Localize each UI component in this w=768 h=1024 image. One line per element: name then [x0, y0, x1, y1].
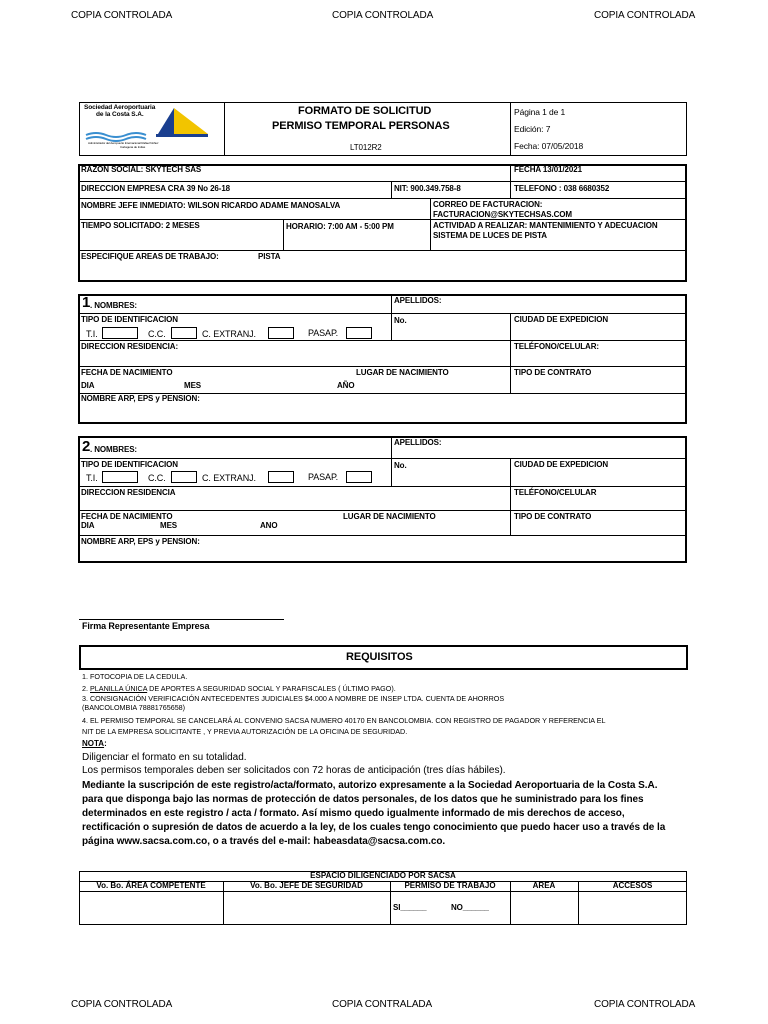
logo-line2: de la Costa S.A. — [96, 111, 144, 118]
person-2-apellidos: APELLIDOS: — [394, 438, 442, 447]
person-2-telefono: TELÉFONO/CELULAR — [514, 488, 597, 497]
req-3a: 3. CONSIGNACIÓN VERIFICACIÓN ANTECEDENTES JUDICIALES $4.000 A NOMBRE DE INSEP LTDA. CUENTA DE AHORROS — [82, 694, 505, 703]
requisitos-title: REQUISITOS — [346, 651, 413, 663]
person-2-cc-label: C.C. — [148, 473, 166, 483]
req-2-underline: PLANILLA ÚNICA — [90, 684, 148, 693]
person-1-no: No. — [394, 316, 407, 325]
permiso-si: SI______ — [393, 903, 427, 912]
req-1: 1. FOTOCOPIA DE LA CEDULA. — [82, 672, 188, 681]
correo-label: CORREO DE FACTURACION: — [433, 200, 543, 209]
person-1-nombres: . NOMBRES: — [90, 301, 138, 310]
habeas-p1: Mediante la suscripción de este registro/acta/formato, autorizo expresamente a la Sociedad Aeroportuaria de la Costa S.A. — [82, 780, 658, 791]
person-2-direccion: DIRECCION RESIDENCIA — [81, 488, 176, 497]
person-1-ano: AÑO — [337, 381, 355, 390]
doc-title-1: FORMATO DE SOLICITUD — [298, 105, 432, 117]
person-2-cc-checkbox[interactable] — [171, 471, 197, 483]
person-2-tipo-id: TIPO DE IDENTIFICACION — [81, 460, 178, 469]
doc-code: LT012R2 — [350, 143, 382, 152]
col-area-competente: Vo. Bo. ÁREA COMPETENTE — [96, 881, 206, 890]
person-1-lugar-nac: LUGAR DE NACIMIENTO — [356, 368, 449, 377]
person-2-lugar-nac: LUGAR DE NACIMIENTO — [343, 512, 436, 521]
header-copia-center: COPIA CONTROLADA — [332, 10, 434, 21]
doc-edition: Edición: 7 — [514, 124, 551, 134]
req-2: 2. PLANILLA ÚNICA DE APORTES A SEGURIDAD SOCIAL Y PARAFISCALES ( ÚLTIMO PAGO). — [82, 684, 396, 693]
person-1-ti-label: T.I. — [86, 329, 98, 339]
doc-page: Página 1 de 1 — [514, 107, 566, 117]
sacsa-logo — [82, 104, 222, 152]
logo-sub1: Administrador del Aeropuerto Internacional Rafael Núñez — [88, 141, 159, 145]
habeas-p4: rectificación o supresión de datos de acuerdo a la ley, de los cuales tengo conocimiento que puedo hacer uso a través de la — [82, 822, 666, 833]
header-copia-right: COPIA CONTROLADA — [594, 10, 696, 21]
areas-trabajo-label: ESPECIFIQUE AREAS DE TRABAJO: — [81, 252, 219, 261]
footer-copia-center: COPIA CONTRALADA — [332, 999, 433, 1010]
person-2-no: No. — [394, 461, 407, 470]
firma-label: Firma Representante Empresa — [82, 621, 210, 631]
sacsa-title: ESPACIO DILIGENCIADO POR SACSA — [310, 871, 456, 880]
header-copia-left: COPIA CONTROLADA — [71, 10, 173, 21]
person-2-dia: DIA — [81, 521, 95, 530]
fecha-solicitud: FECHA 13/01/2021 — [514, 165, 582, 174]
permiso-no: NO______ — [451, 903, 489, 912]
horario: HORARIO: 7:00 AM - 5:00 PM — [286, 222, 394, 231]
person-2-ti-checkbox[interactable] — [102, 471, 138, 483]
person-1-ciudad: CIUDAD DE EXPEDICION — [514, 315, 609, 324]
person-1-number: 1 — [82, 294, 91, 311]
person-2-mes: MES — [160, 521, 178, 530]
person-2-ti-label: T.I. — [86, 473, 98, 483]
person-1-direccion: DIRECCION RESIDENCIA: — [81, 342, 179, 351]
person-1-cc-checkbox[interactable] — [171, 327, 197, 339]
col-accesos: ACCESOS — [612, 881, 653, 890]
logo-sub2: Cartagena de Indias — [120, 145, 146, 149]
req-4b: NIT DE LA EMPRESA SOLICITANTE , Y PREVIA AUTORIZACIÓN DE LA OFICINA DE SEGURIDAD. — [82, 727, 408, 736]
person-1-tipo-id: TIPO DE IDENTIFICACION — [81, 315, 178, 324]
person-1-apellidos: APELLIDOS: — [394, 296, 442, 305]
habeas-p3: determinados en este registro / acta / formato. Así mismo quedo igualmente informado de mis derechos de acceso, — [82, 808, 625, 819]
person-2-contrato: TIPO DE CONTRATO — [514, 512, 592, 521]
person-2-pasap-checkbox[interactable] — [346, 471, 372, 483]
firma-line — [79, 619, 284, 620]
person-1-telefono: TELÉFONO/CELULAR: — [514, 342, 599, 351]
person-1-cext-checkbox[interactable] — [268, 327, 294, 339]
correo-facturacion: FACTURACION@SKYTECHSAS.COM — [433, 210, 572, 219]
person-2-nombres: . NOMBRES: — [90, 445, 138, 454]
req-3b: (BANCOLOMBIA 78881765658) — [82, 703, 186, 712]
person-1-fecha-nac: FECHA DE NACIMIENTO — [81, 368, 173, 377]
nota-2: Los permisos temporales deben ser solicitados con 72 horas de anticipación (tres días hábiles). — [82, 765, 506, 776]
actividad-2: SISTEMA DE LUCES DE PISTA — [433, 231, 547, 240]
col-area: AREA — [532, 881, 556, 890]
person-2-arp: NOMBRE ARP, EPS y PENSION: — [81, 537, 200, 546]
person-2-number: 2 — [82, 438, 91, 455]
person-1-pasap-checkbox[interactable] — [346, 327, 372, 339]
person-1-pasap-label: PASAP. — [308, 328, 339, 338]
footer-copia-left: COPIA CONTROLADA — [71, 999, 173, 1010]
actividad-1: ACTIVIDAD A REALIZAR: MANTENIMIENTO Y ADECUACION — [433, 221, 658, 230]
habeas-p2: para que disponga bajo las normas de protección de datos personales, de los datos que he suministrado para los fines — [82, 794, 644, 805]
person-2-ciudad: CIUDAD DE EXPEDICION — [514, 460, 609, 469]
person-2-cext-checkbox[interactable] — [268, 471, 294, 483]
person-2-fecha-nac: FECHA DE NACIMIENTO — [81, 512, 173, 521]
person-1-ti-checkbox[interactable] — [102, 327, 138, 339]
person-2-cext-label: C. EXTRANJ. — [202, 473, 256, 483]
person-1-mes: MES — [184, 381, 202, 390]
col-jefe-seguridad: Vo. Bo. JEFE DE SEGURIDAD — [250, 881, 363, 890]
nota-1: Diligenciar el formato en su totalidad. — [82, 752, 247, 763]
person-2-ano: ANO — [260, 521, 278, 530]
doc-title-2: PERMISO TEMPORAL PERSONAS — [272, 120, 450, 132]
jefe-inmediato: NOMBRE JEFE INMEDIATO: WILSON RICARDO ADAME MANOSALVA — [81, 201, 341, 210]
footer-copia-right: COPIA CONTROLADA — [594, 999, 696, 1010]
tiempo-solicitado: TIEMPO SOLICITADO: 2 MESES — [81, 221, 200, 230]
person-1-arp: NOMBRE ARP, EPS y PENSION: — [81, 394, 200, 403]
person-1-dia: DIA — [81, 381, 95, 390]
doc-date: Fecha: 07/05/2018 — [514, 141, 584, 151]
col-permiso-trabajo: PERMISO DE TRABAJO — [404, 881, 496, 890]
person-1-cext-label: C. EXTRANJ. — [202, 329, 256, 339]
person-2-pasap-label: PASAP. — [308, 472, 339, 482]
req-4a: 4. EL PERMISO TEMPORAL SE CANCELARÁ AL CONVENIO SACSA NUMERO 40170 EN BANCOLOMBIA. CON REGISTRO DE PAGADOR Y REFERENCIA EL — [82, 716, 606, 725]
logo-line1: Sociedad Aeroportuaria — [84, 104, 156, 111]
areas-trabajo-value: PISTA — [258, 252, 281, 261]
person-1-contrato: TIPO DE CONTRATO — [514, 368, 592, 377]
habeas-p5: página www.sacsa.com.co, o a través del e-mail: habeasdata@sacsa.com.co. — [82, 836, 446, 847]
razon-social: RAZON SOCIAL: SKYTECH SAS — [81, 165, 202, 174]
direccion-empresa: DIRECCION EMPRESA CRA 39 No 26-18 — [81, 184, 231, 193]
person-1-cc-label: C.C. — [148, 329, 166, 339]
nota-label: NOTA: — [82, 739, 107, 748]
telefono-empresa: TELEFONO : 038 6680352 — [514, 184, 610, 193]
nit: NIT: 900.349.758-8 — [394, 184, 461, 193]
